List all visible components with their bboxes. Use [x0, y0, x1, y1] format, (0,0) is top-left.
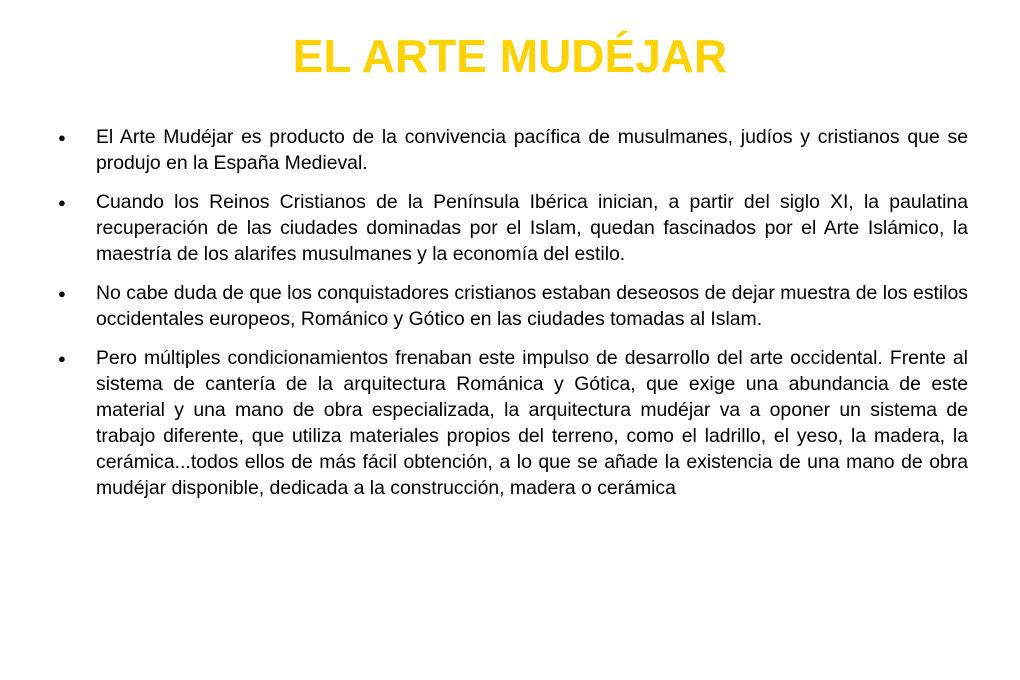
bullet-item — [58, 280, 968, 332]
bullet-text: Pero múltiples condicionamientos frenaban este impulso de desarrollo del arte occidental. Frente al sistema de cantería de la arquitectura Románica y Gótica, que exige una abundancia de este material y una mano de obra especializada, la arquitectura mudéjar va a oponer un sistema de trabajo diferente, que utiliza materiales propios del terreno, como el ladrillo, el yeso, la madera, la cerámica...todos ellos de más fácil obtención, a lo que se añade la existencia de una mano de obra mudéjar disponible, dedicada a la construcción, madera o cerámica — [96, 347, 968, 499]
slide-title: EL ARTE MUDÉJAR — [292, 30, 728, 82]
bullet-item — [58, 345, 968, 501]
bullet-item — [58, 189, 968, 267]
bullet-point-icon: ● — [58, 351, 66, 366]
bullet-point-icon: ● — [58, 195, 66, 210]
bullet-point-icon: ● — [58, 286, 66, 301]
bullet-list — [58, 124, 968, 514]
bullet-text: No cabe duda de que los conquistadores cristianos estaban deseosos de dejar muestra de los estilos occidentales europeos, Románico y Gótico en las ciudades tomadas al Islam. — [96, 282, 968, 330]
bullet-point-icon: ● — [58, 130, 66, 145]
bullet-text: Cuando los Reinos Cristianos de la Península Ibérica inician, a partir del siglo XI, la paulatina recuperación de las ciudades dominadas por el Islam, quedan fascinados por el Arte Islámico, la maestría de los alarifes musulmanes y la economía del estilo. — [96, 191, 968, 265]
bullet-text: El Arte Mudéjar es producto de la convivencia pacífica de musulmanes, judíos y cristianos que se produjo en la España Medieval. — [96, 126, 968, 174]
bullet-item — [58, 124, 968, 176]
